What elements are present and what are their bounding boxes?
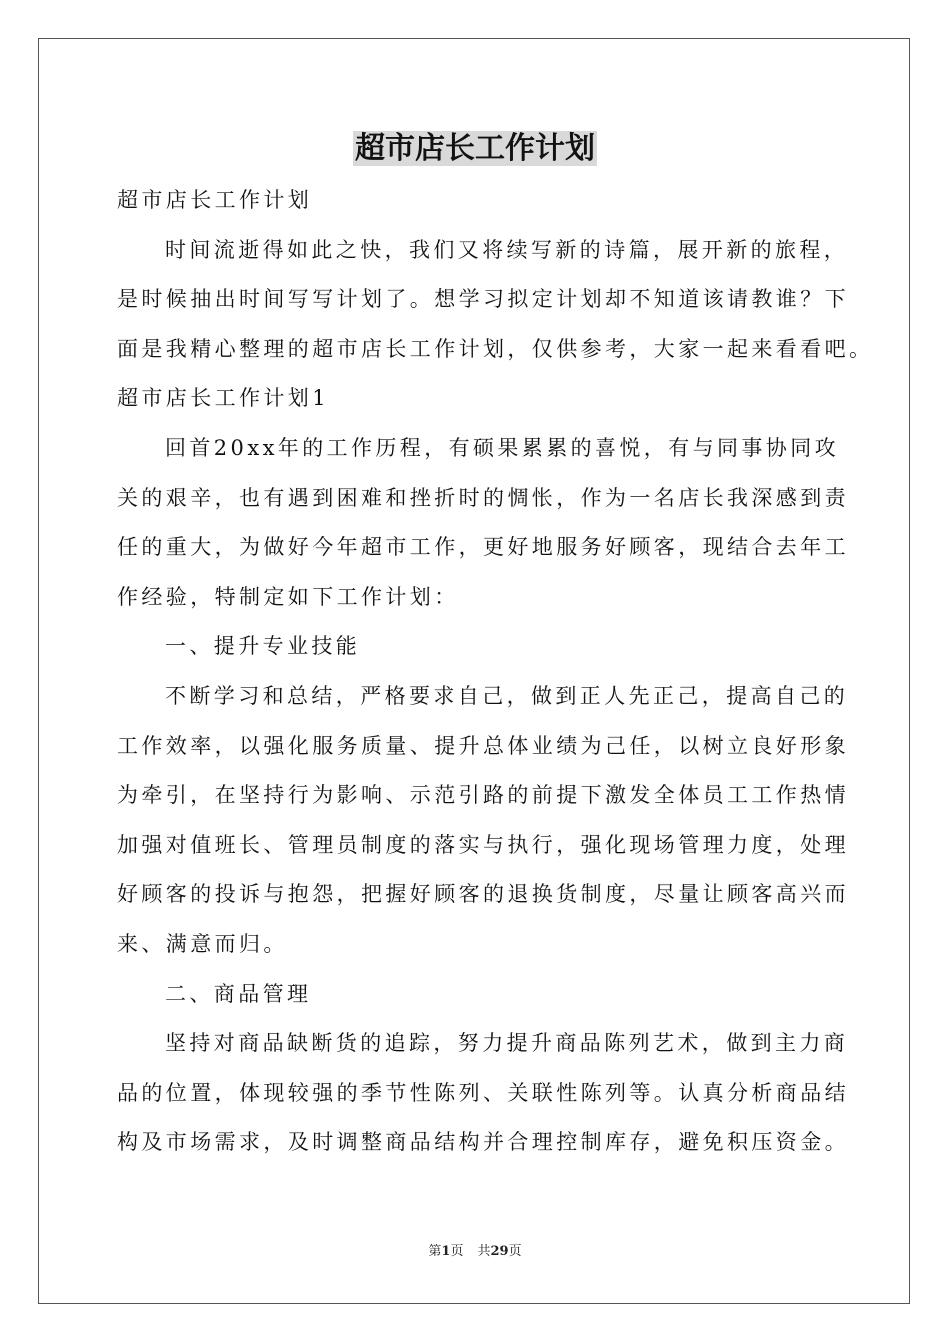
body-line: 加强对值班长、管理员制度的落实与执行，强化现场管理力度，处理: [117, 832, 849, 857]
body-line: 品的位置，体现较强的季节性陈列、关联性陈列等。认真分析商品结: [117, 1080, 849, 1105]
body-line-subtitle: 超市店长工作计划: [117, 188, 313, 212]
page-prefix: 第: [428, 1244, 442, 1259]
page-suffix: 页: [450, 1244, 464, 1259]
section-heading-skills: 一、提升专业技能: [165, 634, 361, 659]
body-line: 好顾客的投诉与抱怨，把握好顾客的退换货制度，尽量让顾客高兴而: [117, 882, 849, 907]
body-line: 构及市场需求，及时调整商品结构并合理控制库存，避免积压资金。: [117, 1130, 849, 1155]
document-title: [0, 128, 950, 170]
body-line: 回首20xx年的工作历程，有硕果累累的喜悦，有与同事协同攻: [165, 435, 840, 460]
section-heading-plan-1: 超市店长工作计划1: [117, 386, 329, 411]
body-line: 任的重大，为做好今年超市工作，更好地服务好顾客，现结合去年工: [117, 535, 849, 560]
body-line: 工作效率，以强化服务质量、提升总体业绩为己任，以树立良好形象: [117, 733, 849, 758]
total-prefix: 共: [477, 1244, 491, 1259]
section-heading-goods: 二、商品管理: [165, 981, 312, 1006]
page-footer: [0, 1240, 950, 1259]
body-line: 是时候抽出时间写写计划了。想学习拟定计划却不知道该请教谁？下: [117, 287, 849, 312]
body-line: 面是我精心整理的超市店长工作计划，仅供参考，大家一起来看看吧。: [117, 336, 874, 361]
body-line: 时间流逝得如此之快，我们又将续写新的诗篇，展开新的旅程，: [165, 237, 849, 262]
total-pages: 29: [490, 1244, 509, 1259]
document-title-text: 超市店长工作计划: [355, 131, 595, 166]
body-line: 坚持对商品缺断货的追踪，努力提升商品陈列艺术，做到主力商: [165, 1031, 849, 1056]
body-line: 来、满意而归。: [117, 931, 288, 956]
page-number: 1: [441, 1244, 451, 1259]
total-suffix: 页: [508, 1244, 522, 1259]
body-line: 不断学习和总结，严格要求自己，做到正人先正己，提高自己的: [165, 683, 849, 708]
document-body: [117, 176, 874, 1168]
body-line: 作经验，特制定如下工作计划：: [117, 584, 459, 609]
body-line: 为牵引，在坚持行为影响、示范引路的前提下激发全体员工工作热情: [117, 783, 849, 808]
body-line: 关的艰辛，也有遇到困难和挫折时的惆怅，作为一名店长我深感到责: [117, 485, 849, 510]
